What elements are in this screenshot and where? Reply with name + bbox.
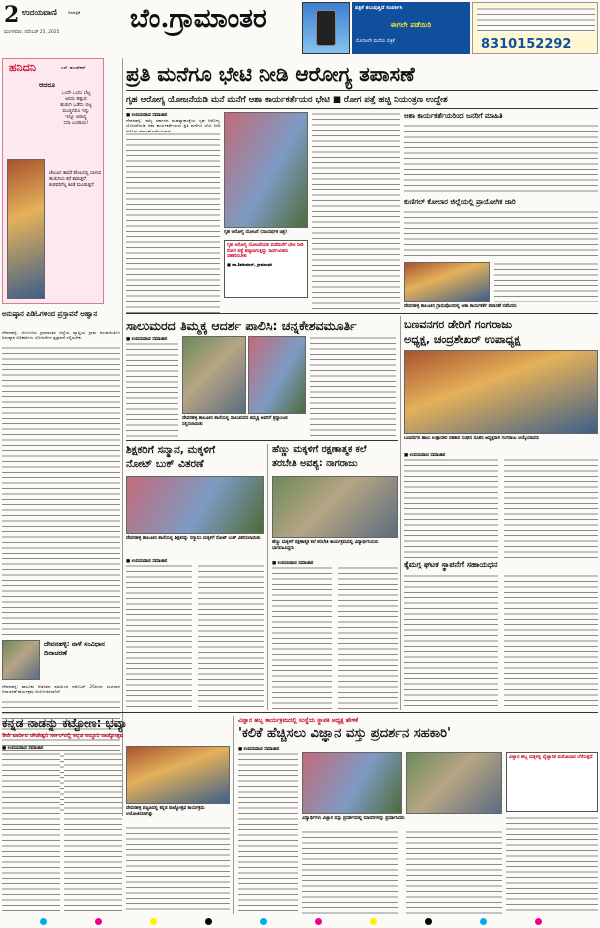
advertisement: ಪತ್ರಿಕೆ ತಲುಪುತ್ತಿದೆ ಸಂಪರ್ಕಿಸಿ ಈಗಲೇ ಪಡೆಯಿರಿ ಮೊದಲನೇ ಮನೆಯ ಪತ್ರಿಕೆ 8310152292 (302, 2, 598, 54)
poem-body: ಚೆಲುವಿನ ತಾವರೆ ಹೊಲದಲ್ಲಿ ಬಾಳುವ ಹುಡುಗಿಯ ಕಥೆ ಕಾಡುತ್ತದೆ ಕಂಡವರಿಗೆಲ್ಲ ಕವಿತೆ ಮೂಡುತ್ತದೆ (49, 171, 102, 188)
date-line: ಮಂಗಳವಾರ, ನವೆಂಬರ್ 25, 2025 (4, 30, 60, 35)
girls-photo (272, 476, 398, 538)
kannada-subheadline: 9ನೇ ವಾರ್ಡಿನ ಚೌಡೇಶ್ವರಿ ಸರ್ಕಲ್‌ನಲ್ಲಿ ಕನ್ನಡ ಅದ್ದೂರಿ ರಾಜ್ಯೋತ್ಸವ (2, 733, 124, 739)
page-number: 2 (4, 2, 20, 28)
bhavanagara-column-3 (404, 574, 498, 710)
science-caption: ವಿದ್ಯಾರ್ಥಿಗಳು ವಿಜ್ಞಾನ ವಸ್ತು ಪ್ರದರ್ಶನದಲ್ಲಿ ಮಾದರಿಗಳನ್ನು ಪ್ರದರ್ಶಿಸಿದರು (302, 816, 405, 821)
bhavanagara-headline-1: ಬಣವನಗರ ಡೇರಿಗೆ ಗಂಗರಾಜು (404, 318, 513, 331)
lead-right-caption: ದೇವನಹಳ್ಳಿ ತಾಲೂಕಿನ ಗ್ರಾಮವೊಂದರಲ್ಲಿ ಆಶಾ ಕಾರ್ಯಕರ್ತೆ ತಪಾಸಣೆ ನಡೆಸಿದರು (404, 304, 517, 309)
lead-column-3 (404, 124, 598, 196)
lead-right-sub1: ಆಶಾ ಕಾರ್ಯಕರ್ತೆಯರಿಂದ ಜನರಿಗೆ ಮಾಹಿತಿ (404, 112, 503, 120)
story2-headline: ದೇವನಹಳ್ಳಿ: ನಾಳೆ ಸಂವಿಧಾನ ದಿನಾಚರಣೆ (44, 640, 105, 657)
lead-column-4 (404, 210, 598, 260)
science-column-2 (302, 830, 398, 914)
lead-photo (224, 112, 308, 228)
kannada-photo (126, 746, 230, 804)
science-photo-2 (406, 752, 502, 814)
saalumarada-photo-1 (182, 336, 246, 414)
poem-lines: ಒಂದೇ ಒಂದು ಬೆಟ್ಟ ಅವರು ಹತ್ತುವ ಹುಡುಗಿ ಒಡೆದು ಬಿಟ್ಟ ಮುಚ್ಚಿದರೂ ಇನ್ನು ಇನ್ನೂ ಆರಾಧ್ಯ ಸದಾ ಬಂಡಾಯ! (60, 91, 92, 126)
bhavanagara-column-2 (504, 458, 598, 558)
honey-title: ಹನಿದನಿ (9, 61, 36, 74)
kannada-column-2 (64, 752, 122, 914)
science-column-1 (238, 752, 298, 914)
science-byline: ■ ಉದಯವಾಣಿ ಸಮಾಚಾರ (238, 747, 280, 752)
saalumarada-column-1 (126, 342, 178, 438)
lead-column-5 (494, 262, 598, 302)
science-side-quote: ವಿಜ್ಞಾನ ಹಬ್ಬ ಮಕ್ಕಳಲ್ಲಿ ವೈಜ್ಞಾನಿಕ ಮನೋಭಾವ ಬೆಳೆಸುತ್ತದೆ (506, 752, 598, 812)
lead-column-1 (126, 132, 220, 314)
kannada-column-1 (2, 752, 60, 914)
masthead (0, 0, 600, 56)
paper-name: ಉದಯವಾಣಿ (22, 8, 57, 17)
science-column-4 (506, 816, 598, 914)
bhavanagara-photo (404, 350, 598, 434)
story2-photo (2, 640, 40, 680)
girls-headline-1: ಹೆಣ್ಣು ಮಕ್ಕಳಿಗೆ ರಕ್ಷಣಾತ್ಮಕ ಕಲೆ (272, 444, 367, 455)
registration-marks (40, 918, 542, 925)
teachers-headline-2: ನೋಟ್ ಬುಕ್ ವಿತರಣೆ (126, 458, 204, 470)
teachers-caption: ದೇವನಹಳ್ಳಿ ತಾಲೂಕಿನ ಶಾಲೆಯಲ್ಲಿ ಶಿಕ್ಷಕರನ್ನು ಸನ್ಮಾನಿಸಿ ಮಕ್ಕಳಿಗೆ ನೋಟ್ ಬುಕ್ ವಿತರಿಸಲಾಯಿತು (126, 536, 261, 541)
poem-title: ಆದರೂ (39, 81, 56, 89)
teachers-photo (126, 476, 264, 534)
bhavanagara-headline-2: ಅಧ್ಯಕ್ಷ, ಚಂದ್ರಶೇಖರ್ ಉಪಾಧ್ಯಕ್ಷ (404, 333, 521, 346)
science-kicker: ವಿಜ್ಞಾನ ಹಬ್ಬ ಕಾರ್ಯಕ್ರಮದಲ್ಲಿ ಸಂಸ್ಥೆಯ ಸ್ಥಾಪಕ ಅಧ್ಯಕ್ಷ ಹೇಳಿಕೆ (238, 717, 359, 724)
teachers-column-1 (126, 564, 192, 710)
lead-right-photo-2 (404, 262, 490, 302)
bhavanagara-caption: ಬಣವನಗರ ಹಾಲು ಉತ್ಪಾದಕರ ಸಹಕಾರ ಸಂಘದ ನೂತನ ಅಧ್ಯಕ್ಷರಾಗಿ ಗಂಗರಾಜು ಆಯ್ಕೆಯಾದರು (404, 436, 540, 441)
kannada-byline: ■ ಉದಯವಾಣಿ ಸಮಾಚಾರ (2, 746, 44, 751)
story1-body: ದೇವನಹಳ್ಳಿ: ಬೆಂಗಳೂರು ಗ್ರಾಮಾಂತರ ಜಿಲ್ಲೆಯ ವ್ಯಾಪ್ತಿಯ ಗ್ರಾಮ ಪಂಚಾಯಿತಿಗಳ ಅನುಷ್ಠಾನ ಅಧಿಕಾರಿಗಳು ಯೋಜನೆಗಳ ಪ್ರಸ್ತಾವನೆ ಸಲ್ಲಿಸಬೇಕು (2, 330, 120, 341)
lead-body: ದೇವನಹಳ್ಳಿ: ರಾಜ್ಯ ಸರ್ಕಾರದ ಮಹತ್ವಾಕಾಂಕ್ಷೆಯ ಗೃಹ ಆರೋಗ್ಯ ಯೋಜನೆಯಡಿ ಆಶಾ ಕಾರ್ಯಕರ್ತೆಯರು ಪ್ರತಿ ಮನೆಗೂ ಭೇಟಿ ನೀಡಿ (126, 118, 220, 129)
section-title: ಬೆಂ.ಗ್ರಾಮಾಂತರ (130, 4, 267, 34)
saalumarada-byline: ■ ಉದಯವಾಣಿ ಸಮಾಚಾರ (126, 337, 168, 342)
lead-byline: ■ ಉದಯವಾಣಿ ಸಮಾಚಾರ (126, 113, 168, 118)
lead-column-2 (312, 112, 400, 314)
bhavanagara-column-4 (504, 574, 598, 710)
honey-author: ಎಸ್. ಹುಂಡೇಕರ್ (61, 65, 86, 70)
science-column-3 (406, 830, 502, 914)
bhavanagara-subheadline: ಕೈಮಗ್ಗ ಘಟಕ ಸ್ಥಾಪನೆಗೆ ಸಹಾಯಧನ (404, 560, 498, 569)
bhavanagara-byline: ■ ಉದಯವಾಣಿ ಸಮಾಚಾರ (404, 453, 446, 458)
teachers-column-2 (198, 564, 264, 710)
lead-headline: ಪ್ರತಿ ಮನೆಗೂ ಭೇಟಿ ನೀಡಿ ಆರೋಗ್ಯ ತಪಾಸಣೆ (126, 62, 415, 86)
science-headline: 'ಕಲಿಕೆ ಹೆಚ್ಚಿಸಲು ವಿಜ್ಞಾನ ವಸ್ತು ಪ್ರದರ್ಶನ ಸಹಕಾರಿ' (238, 726, 451, 741)
bhavanagara-column-1 (404, 458, 498, 558)
teachers-headline-1: ಶಿಕ್ಷಕರಿಗೆ ಸನ್ಮಾನ, ಮಕ್ಕಳಿಗೆ (126, 444, 216, 456)
girls-byline: ■ ಉದಯವಾಣಿ ಸಮಾಚಾರ (272, 561, 314, 566)
lead-subheadline: ಗೃಹ ಆರೋಗ್ಯ ಯೋಜನೆಯಡಿ ಮನೆ ಮನೆಗೆ ಆಶಾ ಕಾರ್ಯಕರ್ತೆಯರ ಭೇಟಿ ■ ರೋಗ ಪತ್ತೆ ಹಚ್ಚಿ ನಿಯಂತ್ರಣ ಉದ್ದೇಶ (126, 95, 448, 105)
teachers-byline: ■ ಉದಯವಾಣಿ ಸಮಾಚಾರ (126, 559, 168, 564)
kannada-headline: ಕನ್ನಡ ನಾಡನ್ನು ಕಟ್ಟೋಣ: ಭವ್ಯಾ (2, 716, 128, 730)
girls-headline-2: ತರಬೇತಿ ಅವಶ್ಯ: ನಾಗರಾಜು (272, 458, 358, 469)
story1-headline: ಅನುಷ್ಠಾನ ಪಿಡಿಓಗಳಿಂದ ಪ್ರಸ್ತಾವನೆ ಆಹ್ವಾನ (2, 310, 98, 318)
saalumarada-caption: ದೇವನಹಳ್ಳಿ ತಾಲೂಕಿನ ಶಾಲೆಯಲ್ಲಿ ಸಾಲುಮರದ ತಿಮ್ಮಕ್ಕ ಅವರಿಗೆ ಶ್ರದ್ಧಾಂಜಲಿ ಸಲ್ಲಿಸಲಾಯಿತು (182, 416, 288, 427)
paper-edition: ದಿನಪತ್ರಿಕೆ (68, 10, 81, 15)
saalumarada-headline: ಸಾಲುಮರದ ತಿಮ್ಮಕ್ಕ ಆದರ್ಶ ಪಾಲಿಸಿ: ಚನ್ನಕೇಶವಮೂರ್ತಿ (126, 318, 357, 333)
girls-column-2 (338, 566, 398, 710)
kannada-caption: ದೇವನಹಳ್ಳಿ ಪಟ್ಟಣದಲ್ಲಿ ಕನ್ನಡ ರಾಜ್ಯೋತ್ಸವ ಕಾರ್ಯಕ್ರಮ ಆಯೋಜಿಸಲಾಗಿತ್ತು (126, 806, 205, 817)
honey-column (2, 58, 104, 304)
lead-right-sub3: ಕುಣಿಗಲ್ ಕೋಲಾರ ಜಿಲ್ಲೆಯಲ್ಲಿ ಪ್ರಾಯೋಗಿಕ ಜಾರಿ (404, 198, 516, 206)
ad-phone-number: 8310152292 (481, 37, 572, 52)
lead-photo-caption: ಗೃಹ ಆರೋಗ್ಯ ಯೋಜನೆ (ಸಾಂದರ್ಭಿಕ ಚಿತ್ರ) (224, 230, 287, 235)
pull-quote: ಗೃಹ ಆರೋಗ್ಯ ಯೋಜನೆಯಡಿ ಮನೆಮನೆಗೆ ಭೇಟಿ ನೀಡಿ ರೋಗ ಪತ್ತೆ ಹಚ್ಚಲಾಗುತ್ತಿದ್ದು ಸಾರ್ವಜನಿಕರು ಸಹಕರಿಸಬೇಕು ■ ಡಾ.ಶಿವಕುಮಾರ್, ಗ್ರಾಮಾಂತರ (224, 240, 308, 298)
girls-column-1 (272, 566, 332, 710)
poem-illustration (7, 159, 45, 299)
story1-columns (2, 346, 120, 636)
saalumarada-column-2 (310, 336, 396, 438)
science-photo-1 (302, 752, 402, 814)
story2-body: ದೇವನಹಳ್ಳಿ: ತಾಲೂಕು ಆಡಳಿತದ ವತಿಯಿಂದ ನವೆಂಬರ್ 26ರಂದು ಸಂವಿಧಾನ ದಿನಾಚರಣೆ ಕಾರ್ಯಕ್ರಮ ಆಯೋಜಿಸಲಾಗಿದೆ (2, 684, 120, 695)
phone-icon (316, 10, 336, 46)
kannada-column-3 (126, 826, 230, 914)
girls-caption: ಹೆಣ್ಣು ಮಕ್ಕಳಿಗೆ ರಕ್ಷಣಾತ್ಮಕ ಕಲೆ ತರಬೇತಿ ಕಾರ್ಯಕ್ರಮದಲ್ಲಿ ವಿದ್ಯಾರ್ಥಿನಿಯರು ಭಾಗವಹಿಸಿದ್ದರು (272, 540, 379, 551)
saalumarada-photo-2 (248, 336, 306, 414)
